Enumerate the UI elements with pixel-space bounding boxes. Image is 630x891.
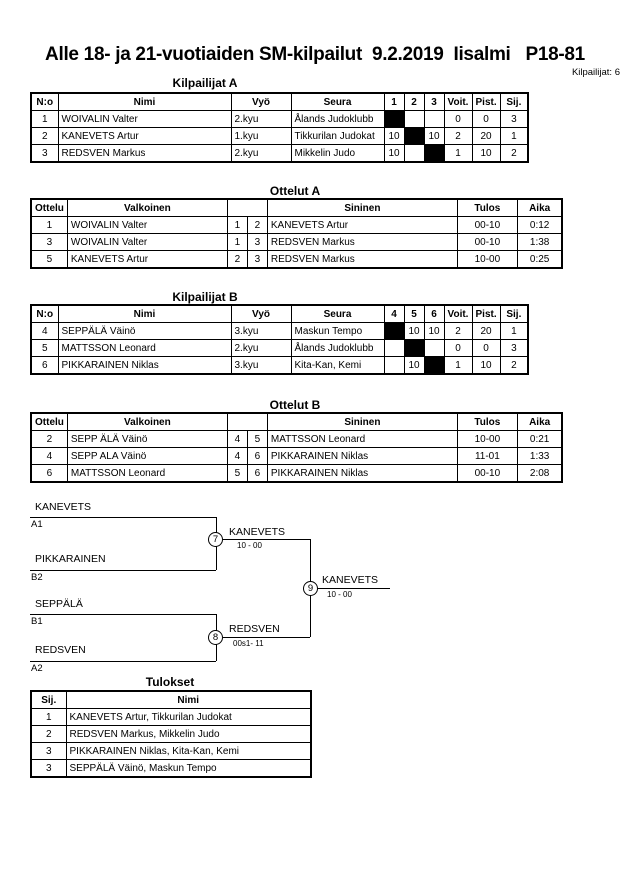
self-match-cell — [384, 323, 404, 340]
column-header: 4 — [384, 305, 404, 323]
column-header: Nimi — [66, 691, 311, 709]
table-cell: KANEVETS Artur, Tikkurilan Judokat — [66, 709, 311, 726]
table-cell: 1 — [500, 128, 528, 145]
column-header: Nimi — [58, 305, 231, 323]
bracket-match-node: 8 — [208, 630, 223, 645]
table-cell: Ålands Judoklubb — [291, 111, 384, 128]
matches-b-table — [30, 412, 563, 483]
table-cell: KANEVETS Artur — [58, 128, 231, 145]
bracket-match-score: 10 - 00 — [237, 541, 262, 550]
table-cell: 4 — [31, 323, 58, 340]
table-cell: Mikkelin Judo — [291, 145, 384, 163]
final-bracket — [0, 495, 630, 685]
competitors-count: Kilpailijat: 6 — [571, 67, 620, 78]
table-cell: 1:38 — [517, 234, 562, 251]
table-header-row — [31, 93, 528, 111]
bracket-seed-label: B1 — [31, 616, 43, 627]
column-header: Tulos — [457, 199, 517, 217]
table-cell: 2 — [500, 357, 528, 375]
table-cell: 2.kyu — [231, 145, 291, 163]
bracket-player-name: SEPPÄLÄ — [35, 598, 83, 610]
pool-a-table — [30, 92, 529, 163]
column-header: Nimi — [58, 93, 231, 111]
column-header: 1 — [384, 93, 404, 111]
bracket-seed-label: A1 — [31, 519, 43, 530]
table-cell: 3.kyu — [231, 323, 291, 340]
table-cell: 10 — [404, 357, 424, 375]
table-cell: 1 — [227, 234, 247, 251]
table-row — [31, 251, 562, 269]
table-cell: 0 — [472, 340, 500, 357]
column-header: 3 — [424, 93, 444, 111]
self-match-cell — [424, 145, 444, 163]
table-cell: KANEVETS Artur — [67, 251, 227, 269]
column-header: Valkoinen — [67, 199, 227, 217]
table-cell: 1 — [500, 323, 528, 340]
section-heading-matches-a: Ottelut A — [269, 184, 321, 198]
table-cell: 10 — [384, 128, 404, 145]
table-cell: 3 — [31, 234, 67, 251]
column-header: Voit. — [444, 93, 472, 111]
table-cell: Ålands Judoklubb — [291, 340, 384, 357]
table-cell — [424, 340, 444, 357]
table-cell: 3.kyu — [231, 357, 291, 375]
self-match-cell — [384, 111, 404, 128]
column-header: Sij. — [31, 691, 66, 709]
column-header: Sij. — [500, 305, 528, 323]
bracket-match-node: 9 — [303, 581, 318, 596]
table-cell: 6 — [31, 465, 67, 483]
table-cell: 2.kyu — [231, 111, 291, 128]
table-row — [31, 726, 311, 743]
column-header: 2 — [404, 93, 424, 111]
bracket-match-score: 00s1- 11 — [233, 639, 264, 648]
column-header: Aika — [517, 413, 562, 431]
table-cell: 2:08 — [517, 465, 562, 483]
bracket-slot-line — [30, 570, 216, 571]
table-header-row — [31, 691, 311, 709]
table-cell: 3 — [247, 251, 267, 269]
bracket-match-node: 7 — [208, 532, 223, 547]
table-row — [31, 234, 562, 251]
table-cell: 0:21 — [517, 431, 562, 448]
table-cell — [424, 111, 444, 128]
table-header-row — [31, 199, 562, 217]
column-header: Seura — [291, 93, 384, 111]
column-header: 6 — [424, 305, 444, 323]
column-header: Aika — [517, 199, 562, 217]
table-cell: Tikkurilan Judokat — [291, 128, 384, 145]
table-cell: 10 — [424, 323, 444, 340]
table-cell: PIKKARAINEN Niklas, Kita-Kan, Kemi — [66, 743, 311, 760]
column-header: 5 — [404, 305, 424, 323]
table-cell: MATTSSON Leonard — [67, 465, 227, 483]
bracket-winner-line — [318, 588, 390, 589]
table-cell: MATTSSON Leonard — [58, 340, 231, 357]
bracket-slot-line — [30, 517, 216, 518]
table-cell: 1 — [227, 217, 247, 234]
page-title: Alle 18- ja 21-vuotiaiden SM-kilpailut 9.2.2019 Iisalmi P18-81 — [45, 44, 585, 65]
column-header: Sij. — [500, 93, 528, 111]
table-row — [31, 465, 562, 483]
table-cell: 20 — [472, 323, 500, 340]
table-row — [31, 760, 311, 778]
table-cell: 5 — [247, 431, 267, 448]
table-cell: 6 — [31, 357, 58, 375]
bracket-match-score: 10 - 00 — [327, 590, 352, 599]
table-cell: 0 — [444, 111, 472, 128]
table-cell: 4 — [227, 448, 247, 465]
bracket-winner-name: KANEVETS — [229, 526, 286, 538]
column-header: Ottelu — [31, 413, 67, 431]
table-header-row — [31, 305, 528, 323]
table-cell: 1 — [444, 357, 472, 375]
bracket-seed-label: B2 — [31, 572, 43, 583]
table-row — [31, 128, 528, 145]
column-header: Vyö — [231, 93, 291, 111]
column-header: Pist. — [472, 305, 500, 323]
bracket-winner-name: REDSVEN — [229, 623, 280, 635]
table-cell: 3 — [31, 743, 66, 760]
table-cell: 00-10 — [457, 217, 517, 234]
table-cell: 0 — [472, 111, 500, 128]
table-cell: 5 — [31, 340, 58, 357]
table-cell: 1:33 — [517, 448, 562, 465]
table-cell: 10 — [384, 145, 404, 163]
table-cell: SEPPÄLÄ Väinö, Maskun Tempo — [66, 760, 311, 778]
table-cell: SEPP ALA Väinö — [67, 448, 227, 465]
column-header: Ottelu — [31, 199, 67, 217]
table-cell: 10-00 — [457, 431, 517, 448]
column-header: Seura — [291, 305, 384, 323]
pool-b-table — [30, 304, 529, 375]
table-cell: KANEVETS Artur — [267, 217, 457, 234]
column-header — [227, 413, 267, 431]
table-cell: 3 — [31, 760, 66, 778]
table-cell: 10 — [472, 145, 500, 163]
table-cell: 00-10 — [457, 234, 517, 251]
table-cell: REDSVEN Markus — [267, 234, 457, 251]
table-cell: 2 — [31, 431, 67, 448]
table-cell: 6 — [247, 448, 267, 465]
bracket-player-name: KANEVETS — [35, 501, 92, 513]
bracket-winner-line — [223, 539, 310, 540]
table-cell: 2 — [31, 128, 58, 145]
table-cell: 1 — [31, 709, 66, 726]
table-cell: REDSVEN Markus, Mikkelin Judo — [66, 726, 311, 743]
table-cell: 10 — [424, 128, 444, 145]
self-match-cell — [404, 340, 424, 357]
table-cell: PIKKARAINEN Niklas — [58, 357, 231, 375]
table-cell: 0 — [444, 340, 472, 357]
table-cell: 2 — [227, 251, 247, 269]
bracket-slot-line — [30, 614, 216, 615]
table-cell: 3 — [31, 145, 58, 163]
bracket-winner-name: KANEVETS — [322, 574, 379, 586]
table-cell: 2 — [500, 145, 528, 163]
bracket-player-name: REDSVEN — [35, 644, 86, 656]
table-row — [31, 340, 528, 357]
bracket-winner-line — [223, 637, 310, 638]
table-cell: 0:25 — [517, 251, 562, 269]
table-cell: WOIVALIN Valter — [67, 217, 227, 234]
table-cell: 6 — [247, 465, 267, 483]
table-row — [31, 111, 528, 128]
bracket-seed-label: A2 — [31, 663, 43, 674]
table-cell: 10 — [404, 323, 424, 340]
self-match-cell — [424, 357, 444, 375]
table-cell: 1.kyu — [231, 128, 291, 145]
table-cell: WOIVALIN Valter — [58, 111, 231, 128]
table-cell: 0:12 — [517, 217, 562, 234]
table-cell: SEPPÄLÄ Väinö — [58, 323, 231, 340]
table-cell: WOIVALIN Valter — [67, 234, 227, 251]
column-header — [227, 199, 267, 217]
table-row — [31, 323, 528, 340]
section-heading-pool-b: Kilpailijat B — [172, 290, 238, 304]
table-cell: 00-10 — [457, 465, 517, 483]
table-cell: 20 — [472, 128, 500, 145]
matches-a-table — [30, 198, 563, 269]
table-cell — [404, 111, 424, 128]
results-table — [30, 690, 312, 778]
table-row — [31, 217, 562, 234]
column-header: N:o — [31, 305, 58, 323]
table-cell: MATTSSON Leonard — [267, 431, 457, 448]
table-cell: 3 — [247, 234, 267, 251]
table-cell: REDSVEN Markus — [267, 251, 457, 269]
table-cell — [384, 340, 404, 357]
table-cell: 1 — [31, 111, 58, 128]
table-cell: 1 — [31, 217, 67, 234]
self-match-cell — [404, 128, 424, 145]
column-header: Sininen — [267, 199, 457, 217]
table-cell: 2.kyu — [231, 340, 291, 357]
table-cell: Kita-Kan, Kemi — [291, 357, 384, 375]
table-cell: PIKKARAINEN Niklas — [267, 448, 457, 465]
bracket-player-name: PIKKARAINEN — [35, 553, 106, 565]
table-cell: 3 — [500, 111, 528, 128]
table-cell: Maskun Tempo — [291, 323, 384, 340]
table-cell: 10 — [472, 357, 500, 375]
table-cell: 5 — [31, 251, 67, 269]
column-header: Tulos — [457, 413, 517, 431]
table-cell: 5 — [227, 465, 247, 483]
table-cell: 2 — [31, 726, 66, 743]
table-row — [31, 357, 528, 375]
column-header: Sininen — [267, 413, 457, 431]
bracket-slot-line — [30, 661, 216, 662]
section-heading-matches-b: Ottelut B — [269, 398, 321, 412]
table-cell: SEPP ÄLÄ Väinö — [67, 431, 227, 448]
column-header: Voit. — [444, 305, 472, 323]
table-row — [31, 431, 562, 448]
column-header: N:o — [31, 93, 58, 111]
table-row — [31, 145, 528, 163]
table-cell — [384, 357, 404, 375]
table-cell: 2 — [444, 128, 472, 145]
table-cell — [404, 145, 424, 163]
table-row — [31, 709, 311, 726]
table-cell: 2 — [444, 323, 472, 340]
column-header: Pist. — [472, 93, 500, 111]
table-cell: 4 — [227, 431, 247, 448]
table-cell: PIKKARAINEN Niklas — [267, 465, 457, 483]
table-cell: 11-01 — [457, 448, 517, 465]
table-cell: 10-00 — [457, 251, 517, 269]
table-cell: 2 — [247, 217, 267, 234]
table-cell: REDSVEN Markus — [58, 145, 231, 163]
table-cell: 3 — [500, 340, 528, 357]
section-heading-results: Tulokset — [145, 675, 195, 689]
table-header-row — [31, 413, 562, 431]
column-header: Valkoinen — [67, 413, 227, 431]
column-header: Vyö — [231, 305, 291, 323]
table-row — [31, 743, 311, 760]
table-row — [31, 448, 562, 465]
table-cell: 4 — [31, 448, 67, 465]
table-cell: 1 — [444, 145, 472, 163]
section-heading-pool-a: Kilpailijat A — [172, 76, 238, 90]
